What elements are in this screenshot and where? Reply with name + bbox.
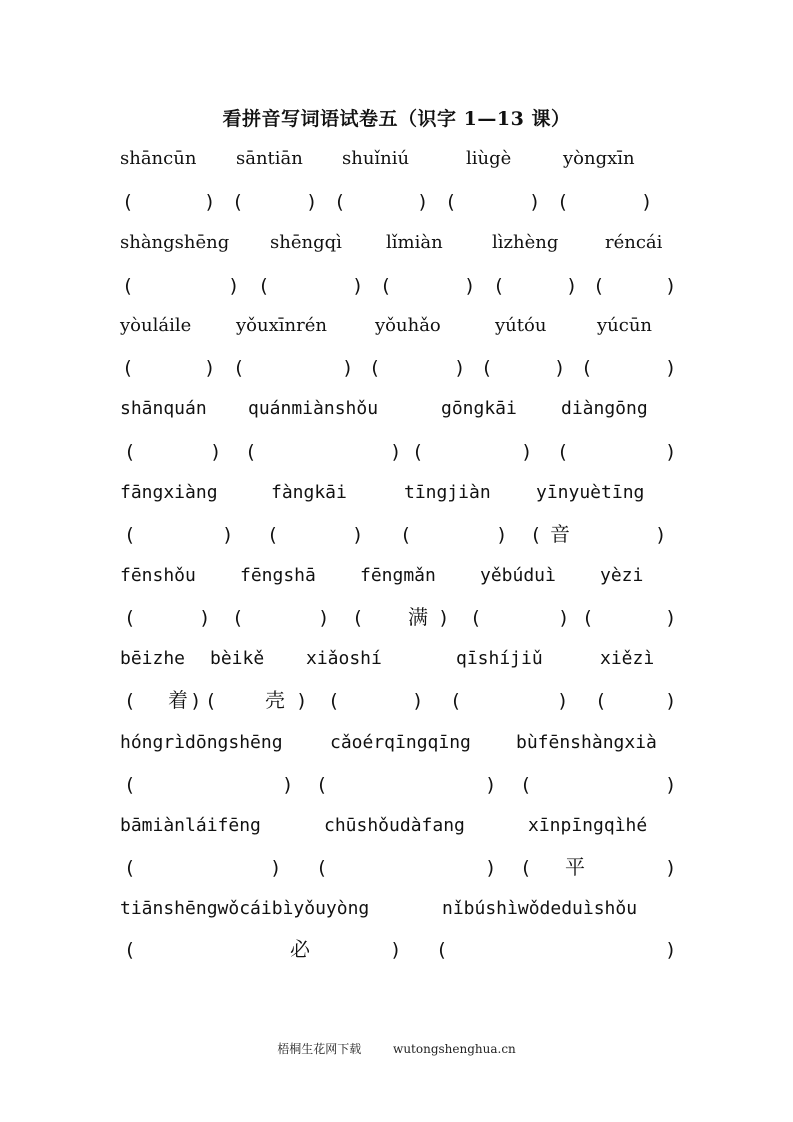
answer-bracket-close: ) (665, 774, 677, 796)
pinyin-word: yǒuhǎo (375, 315, 441, 336)
answer-bracket-open: ( (124, 690, 136, 712)
answer-bracket-open: ( (481, 357, 493, 379)
answer-bracket-open: ( (124, 857, 136, 879)
pinyin-word: fēngshā (240, 565, 316, 586)
answer-bracket-open: ( (530, 524, 542, 546)
answer-bracket-open: ( (595, 690, 607, 712)
answer-bracket-close: ) (665, 357, 677, 379)
answer-bracket-open: ( (124, 524, 136, 546)
answer-bracket-close: ) (306, 191, 318, 213)
answer-bracket-open: ( (520, 857, 532, 879)
answer-bracket-close: ) (454, 357, 466, 379)
pinyin-word: nǐbúshìwǒdeduìshǒu (442, 898, 638, 919)
hint-character: 音 (550, 522, 570, 546)
answer-bracket-open: ( (233, 357, 245, 379)
answer-bracket-close: ) (352, 524, 364, 546)
answer-bracket-close: ) (665, 939, 677, 961)
answer-bracket-close: ) (282, 774, 294, 796)
answer-bracket-open: ( (334, 191, 346, 213)
answer-bracket-close: ) (270, 857, 282, 879)
pinyin-word: tīngjiàn (404, 482, 491, 503)
pinyin-word: yīnyuètīng (536, 482, 645, 503)
answer-bracket-close: ) (665, 690, 677, 712)
answer-bracket-open: ( (557, 191, 569, 213)
pinyin-word: tiānshēngwǒcáibìyǒuyòng (120, 898, 370, 919)
pinyin-word: bāmiànláifēng (120, 815, 261, 836)
pinyin-word: xiǎoshí (306, 648, 382, 669)
pinyin-word: shānquán (120, 398, 207, 419)
answer-bracket-close: ) (485, 774, 497, 796)
answer-bracket-open: ( (205, 690, 217, 712)
answer-bracket-open: ( (445, 191, 457, 213)
answer-bracket-close: ) (665, 607, 677, 629)
footer-site-url: wutongshenghua.cn (393, 1042, 516, 1056)
pinyin-word: shēngqì (270, 232, 342, 253)
pinyin-word: liùgè (466, 148, 512, 169)
answer-bracket-open: ( (352, 607, 364, 629)
answer-bracket-open: ( (245, 441, 257, 463)
answer-bracket-close: ) (390, 939, 402, 961)
answer-bracket-open: ( (122, 191, 134, 213)
pinyin-word: yòngxīn (563, 148, 635, 169)
answer-bracket-open: ( (267, 524, 279, 546)
answer-bracket-open: ( (369, 357, 381, 379)
pinyin-word: gōngkāi (441, 398, 517, 419)
answer-bracket-close: ) (665, 441, 677, 463)
pinyin-word: réncái (605, 232, 663, 253)
hint-character: 壳 (265, 688, 285, 712)
answer-bracket-open: ( (316, 774, 328, 796)
answer-bracket-open: ( (328, 690, 340, 712)
answer-bracket-close: ) (204, 357, 216, 379)
answer-bracket-close: ) (222, 524, 234, 546)
pinyin-word: xiězì (600, 648, 655, 669)
answer-bracket-close: ) (228, 275, 240, 297)
pinyin-word: fēngmǎn (360, 565, 436, 586)
answer-bracket-open: ( (124, 939, 136, 961)
answer-bracket-close: ) (665, 275, 677, 297)
pinyin-word: bēizhe (120, 648, 186, 669)
answer-bracket-open: ( (232, 191, 244, 213)
answer-bracket-close: ) (557, 690, 569, 712)
answer-bracket-open: ( (582, 607, 594, 629)
answer-bracket-close: ) (318, 607, 330, 629)
answer-bracket-close: ) (199, 607, 211, 629)
pinyin-word: diàngōng (561, 398, 648, 419)
answer-bracket-open: ( (316, 857, 328, 879)
pinyin-word: lìzhèng (492, 232, 559, 253)
answer-bracket-close: ) (554, 357, 566, 379)
answer-bracket-close: ) (566, 275, 578, 297)
answer-bracket-close: ) (521, 441, 533, 463)
answer-bracket-open: ( (258, 275, 270, 297)
answer-bracket-open: ( (593, 275, 605, 297)
page-title: 看拼音写词语试卷五（识字 1—13 课） (222, 108, 571, 130)
hint-character: 着 (168, 688, 188, 712)
answer-bracket-close: ) (464, 275, 476, 297)
pinyin-word: shuǐniú (342, 148, 410, 169)
pinyin-word: chūshǒudàfang (324, 815, 465, 836)
answer-bracket-open: ( (557, 441, 569, 463)
answer-bracket-close: ) (496, 524, 508, 546)
answer-bracket-open: ( (436, 939, 448, 961)
answer-bracket-close: ) (641, 191, 653, 213)
answer-bracket-close: ) (390, 441, 402, 463)
pinyin-word: fēnshǒu (120, 565, 196, 586)
answer-bracket-open: ( (493, 275, 505, 297)
pinyin-word: qīshíjiǔ (456, 648, 543, 669)
answer-bracket-open: ( (470, 607, 482, 629)
pinyin-word: shāncūn (120, 148, 197, 169)
pinyin-word: yěbúduì (480, 565, 556, 586)
answer-bracket-close: ) (529, 191, 541, 213)
answer-bracket-close: ) (665, 857, 677, 879)
answer-bracket-open: ( (124, 774, 136, 796)
answer-bracket-open: ( (122, 275, 134, 297)
pinyin-word: quánmiànshǒu (248, 398, 379, 419)
answer-bracket-open: ( (450, 690, 462, 712)
answer-bracket-close: ) (204, 191, 216, 213)
answer-bracket-open: ( (122, 357, 134, 379)
footer-site-name: 梧桐生花网下载 (277, 1042, 362, 1056)
pinyin-word: shàngshēng (120, 232, 230, 253)
pinyin-word: fāngxiàng (120, 482, 218, 503)
pinyin-word: fàngkāi (271, 482, 347, 503)
pinyin-word: bèikě (210, 648, 265, 669)
pinyin-word: yǒuxīnrén (236, 315, 327, 336)
pinyin-word: lǐmiàn (386, 232, 443, 253)
answer-bracket-close: ) (558, 607, 570, 629)
hint-character: 必 (290, 937, 310, 961)
answer-bracket-open: ( (232, 607, 244, 629)
pinyin-word: yèzi (600, 565, 644, 586)
answer-bracket-open: ( (124, 441, 136, 463)
answer-bracket-close: ) (417, 191, 429, 213)
pinyin-word: sāntiān (236, 148, 303, 169)
answer-bracket-close: ) (352, 275, 364, 297)
answer-bracket-open: ( (581, 357, 593, 379)
answer-bracket-close: ) (210, 441, 222, 463)
hint-character: 平 (565, 855, 585, 879)
answer-bracket-open: ( (520, 774, 532, 796)
pinyin-word: yòuláile (120, 315, 192, 336)
answer-bracket-open: ( (380, 275, 392, 297)
answer-bracket-close: ) (655, 524, 667, 546)
answer-bracket-close: ) (190, 690, 202, 712)
answer-bracket-close: ) (485, 857, 497, 879)
pinyin-word: yúcūn (597, 315, 653, 336)
hint-character: 满 (408, 605, 428, 629)
pinyin-word: yútóu (495, 315, 547, 336)
answer-bracket-close: ) (412, 690, 424, 712)
answer-bracket-open: ( (412, 441, 424, 463)
footer (0, 1040, 793, 1057)
pinyin-word: xīnpīngqìhé (528, 815, 648, 836)
answer-bracket-open: ( (400, 524, 412, 546)
answer-bracket-close: ) (296, 690, 308, 712)
answer-bracket-open: ( (124, 607, 136, 629)
pinyin-word: hóngrìdōngshēng (120, 732, 283, 753)
pinyin-word: bùfēnshàngxià (516, 732, 657, 753)
answer-bracket-close: ) (342, 357, 354, 379)
answer-bracket-close: ) (438, 607, 450, 629)
pinyin-word: cǎoérqīngqīng (330, 732, 471, 753)
